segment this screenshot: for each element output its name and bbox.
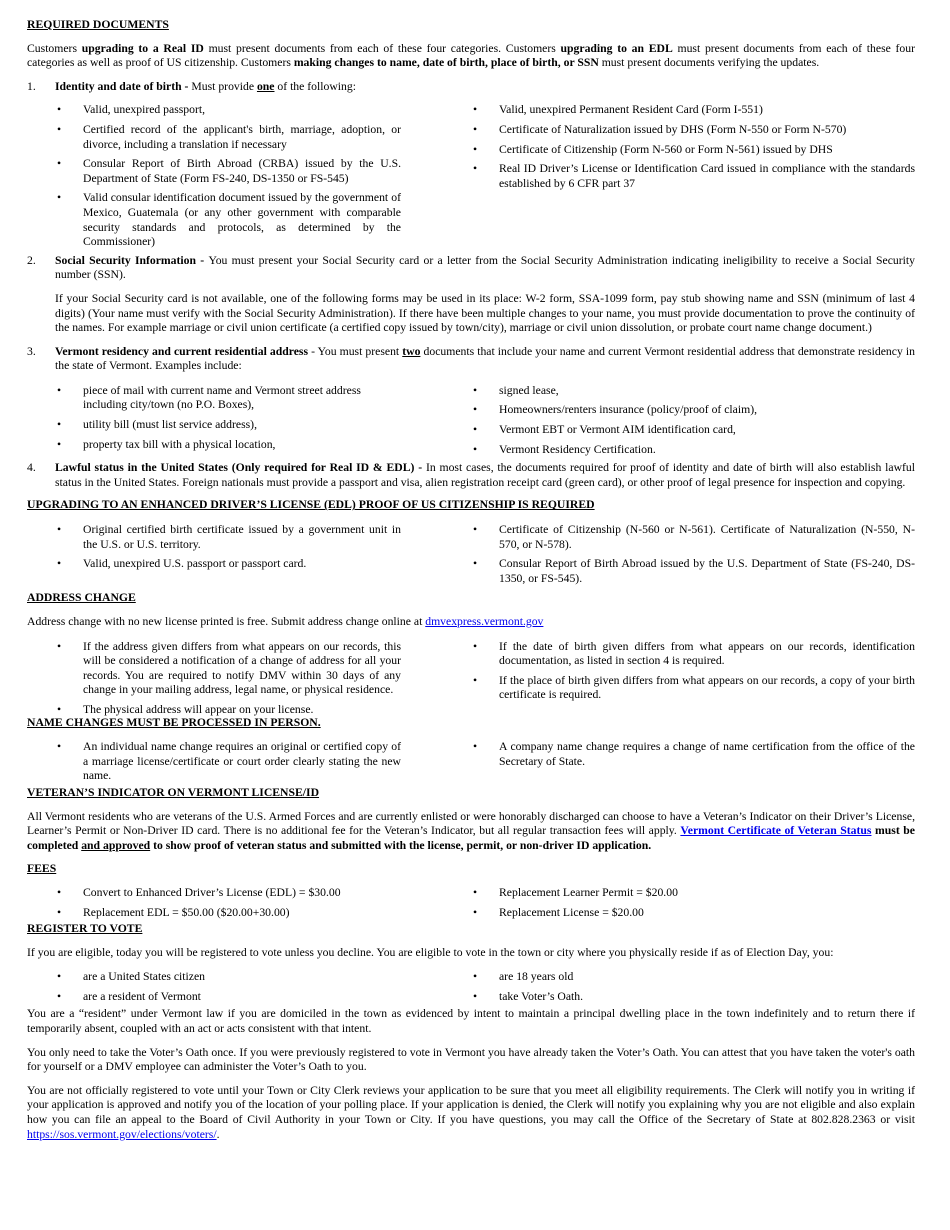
list-item: • piece of mail with current name and Vermont street address including city/town (no P.O. Boxes), — [55, 384, 401, 413]
list-item: • Original certified birth certificate issued by a government unit in the U.S. or U.S. territory. — [55, 523, 401, 552]
identity-docs-columns — [27, 103, 915, 254]
list-item: • Valid, unexpired passport, — [55, 103, 401, 118]
name-changes-columns — [27, 740, 915, 786]
list-item: • Certificate of Naturalization issued by DHS (Form N-550 or Form N-570) — [471, 123, 915, 138]
residency-docs-columns — [27, 384, 915, 462]
list-item: • An individual name change requires an original or certified copy of a marriage license/certificate or court order clearly stating the new name. — [55, 740, 401, 784]
list-item: • property tax bill with a physical location, — [55, 438, 401, 453]
list-item: • signed lease, — [471, 384, 915, 399]
list-item: • Consular Report of Birth Abroad (CRBA) issued by the U.S. Department of State (Form FS-240, DS-1350 or FS-545) — [55, 157, 401, 186]
social-security-alternatives: If your Social Security card is not available, one of the following forms may be used in its place: W-2 form, SSA-1099 form, pay stub showing name and SSN (minimum of last 4 digits) (Your name must verify with the Social Security Administration). If there have been multiple changes to your name, you must provide documentation to prove the continuity of the names. For example marriage or civil union certificate (a certified copy issued by town/city), marriage or civil union dissolution, or probate court name change document.) — [55, 291, 915, 335]
residency-docs-left-list — [55, 384, 401, 452]
residency-docs-right-list — [471, 384, 915, 457]
address-change-columns — [27, 640, 915, 718]
list-item: • Certificate of Citizenship (N-560 or N-561). Certificate of Naturalization (N-550, N-570, or N-578). — [471, 523, 915, 552]
address-change-text: Address change with no new license printed is free. Submit address change online at dmvexpress.vermont.gov — [27, 615, 544, 628]
fee-item: • Convert to Enhanced Driver’s License (EDL) = $30.00 — [55, 886, 401, 901]
vote-criteria-columns — [27, 970, 915, 1004]
list-item: • Valid consular identification document issued by the government of Mexico, Guatemala (or any other government with comparable security standards and protocols, as determined by the Commissioner) — [55, 191, 401, 249]
fee-item: • Replacement Learner Permit = $20.00 — [471, 886, 915, 901]
list-item: • Certificate of Citizenship (Form N-560 or Form N-561) issued by DHS — [471, 143, 915, 158]
fees-heading: FEES — [27, 862, 57, 876]
section-identity: 1. Identity and date of birth - Must provide one of the following: — [27, 79, 356, 93]
vote-eligibility-text: If you are eligible, today you will be registered to vote unless you decline. You are eligible to vote in the town or city where you physically reside if as of Election Day, you: — [27, 945, 834, 959]
register-to-vote-heading: REGISTER TO VOTE — [27, 922, 143, 936]
dmvexpress-link[interactable]: dmvexpress.vermont.gov — [425, 615, 544, 628]
veteran-text: All Vermont residents who are veterans of the U.S. Armed Forces and are currently enlisted or were honorably discharged can choose to have a Veteran’s Indicator on their Driver’s License, Learner’s Permit or Non-Driver ID card. There is no additional fee for the Veteran’s Indicator, but all regular transaction fees will apply. Vermont Certificate of Veteran Status must be completed and approved to show proof of veteran status and submitted with the license, permit, or non-driver ID application. — [27, 809, 915, 852]
list-item: • utility bill (must list service address), — [55, 418, 401, 433]
sos-elections-link[interactable]: https://sos.vermont.gov/elections/voters/ — [27, 1127, 217, 1141]
list-item: • Consular Report of Birth Abroad issued by the U.S. Department of State (FS-240, DS-1350, or FS-545). — [471, 557, 915, 586]
list-item: • A company name change requires a change of name certification from the office of the Secretary of State. — [471, 740, 915, 769]
address-change-heading: ADDRESS CHANGE — [27, 591, 136, 605]
fee-item: • Replacement License = $20.00 — [471, 906, 915, 921]
fees-columns — [27, 886, 915, 920]
fee-item: • Replacement EDL = $50.00 ($20.00+30.00) — [55, 906, 401, 921]
list-item: • Certified record of the applicant's birth, marriage, adoption, or divorce, including a translation if necessary — [55, 123, 401, 152]
required-documents-heading: REQUIRED DOCUMENTS — [27, 18, 169, 31]
list-item: • Homeowners/renters insurance (policy/proof of claim), — [471, 403, 915, 418]
registration-review-text: You are not officially registered to vote until your Town or City Clerk reviews your application to be sure that you meet all eligibility requirements. The Clerk will notify you in writing if your application is approved and notify you of the location of your polling place. If your application is denied, the Clerk will notify you explaining why you are not eligible and also explain how you can file an appeal to the Board of Civil Authority in your Town or City. If you have questions, you may call the Office of the Secretary of State at 802.828.2363 or visit https://sos.vermont.gov/elections/voters/. — [27, 1083, 915, 1141]
list-item: • Vermont Residency Certification. — [471, 443, 915, 458]
list-item: • take Voter’s Oath. — [471, 990, 915, 1005]
list-item: • If the place of birth given differs from what appears on our records, a copy of your birth certificate is required. — [471, 674, 915, 703]
list-item: • If the date of birth given differs from what appears on our records, identification documentation, as listed in section 4 is required. — [471, 640, 915, 669]
list-item: • If the address given differs from what appears on our records, this will be considered a notification of a change of address for all your records. You are required to notify DMV within 30 days of any change in your mailing address, legal name, or physical residence. — [55, 640, 401, 698]
edl-docs-columns — [27, 523, 915, 591]
list-item: • are 18 years old — [471, 970, 915, 985]
list-item: • are a United States citizen — [55, 970, 401, 985]
required-documents-intro: Customers upgrading to a Real ID must present documents from each of these four categories. Customers upgrading to an EDL must present documents from each of these four categories as well as proof of US citizenship. Customers making changes to name, date of birth, place of birth, or SSN must present documents verifying the updates. — [27, 41, 915, 70]
list-item: • Valid, unexpired U.S. passport or passport card. — [55, 557, 401, 572]
section-lawful-status: 4. Lawful status in the United States (Only required for Real ID & EDL) - In most cases, the documents required for proof of identity and date of birth will also establish lawful status in the United States. Foreign nationals must provide a passport and visa, alien registration receipt card (green card), or other proof of legal presence for inspection and copying. — [27, 461, 915, 489]
list-item: • Valid, unexpired Permanent Resident Card (Form I-551) — [471, 103, 915, 118]
list-item: • are a resident of Vermont — [55, 990, 401, 1005]
identity-docs-left-list — [55, 103, 401, 249]
identity-docs-right-list — [471, 103, 915, 191]
list-item: • The physical address will appear on your license. — [55, 703, 401, 718]
section-social-security: 2. Social Security Information - You must present your Social Security card or a letter from the Social Security Administration indicating ineligibility to receive a Social Security number (SSN). — [27, 253, 915, 282]
section-residency: 3. Vermont residency and current residential address - You must present two documents that include your name and current Vermont residential address that demonstrate residency in the state of Vermont. Examples include: — [27, 344, 915, 373]
resident-definition: You are a “resident” under Vermont law if you are domiciled in the town as evidenced by intent to maintain a principal dwelling place in the town indefinitely and to return there if temporarily absent, coupled with an act or acts consistent with that intent. — [27, 1007, 915, 1036]
veteran-heading: VETERAN’S INDICATOR ON VERMONT LICENSE/ID — [27, 785, 320, 799]
veteran-certificate-link[interactable]: Vermont Certificate of Veteran Status — [680, 824, 872, 838]
name-changes-heading: NAME CHANGES MUST BE PROCESSED IN PERSON. — [27, 715, 321, 729]
list-item: • Real ID Driver’s License or Identification Card issued in compliance with the standards established by 6 CFR part 37 — [471, 162, 915, 191]
list-item: • Vermont EBT or Vermont AIM identification card, — [471, 423, 915, 438]
voter-oath-text: You only need to take the Voter’s Oath once. If you were previously registered to vote in Vermont you have already taken the Voter’s Oath. You can attest that you have taken the voter's oath for yourself or a DMV employee can administer the Voter’s Oath to you. — [27, 1045, 915, 1074]
edl-heading: UPGRADING TO AN ENHANCED DRIVER’S LICENSE (EDL) PROOF OF US CITIZENSHIP IS REQUIRED — [27, 498, 595, 512]
